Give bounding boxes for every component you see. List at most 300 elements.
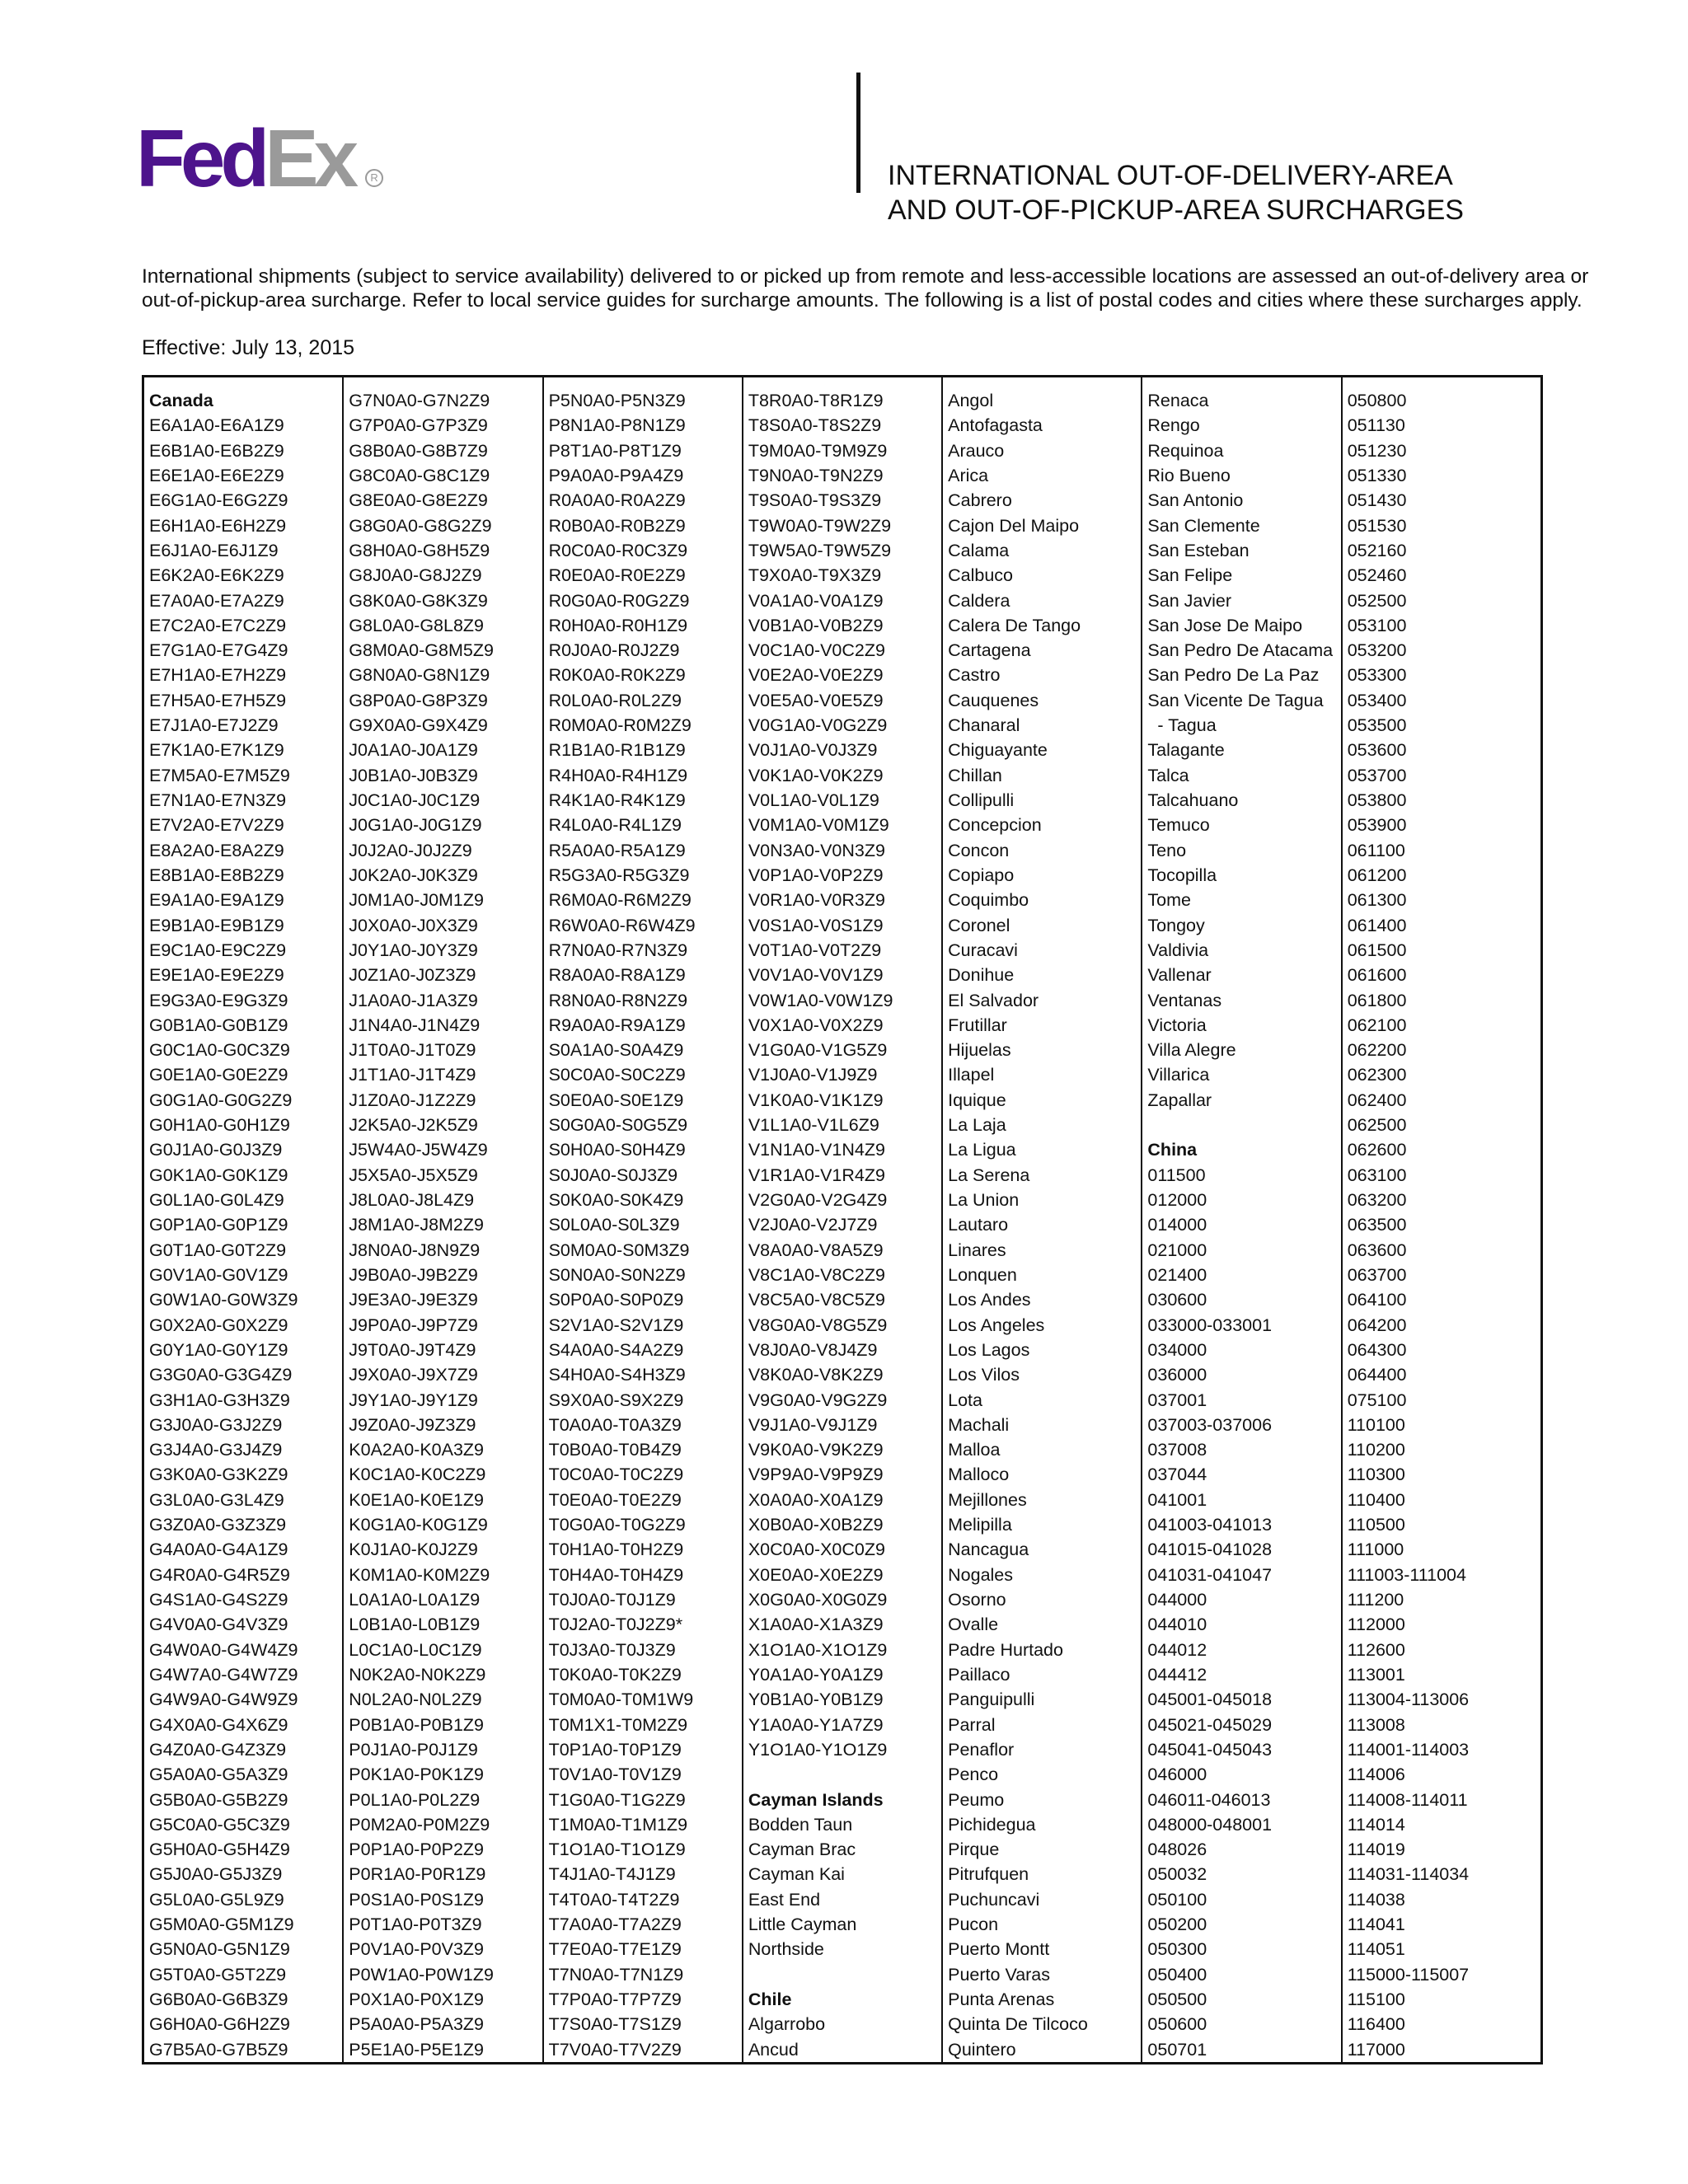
table-cell: 036000: [1147, 1365, 1207, 1385]
table-cell: San Clemente: [1147, 515, 1260, 536]
table-cell: G8E0A0-G8E2Z9: [349, 490, 488, 511]
table-cell: R5A0A0-R5A1Z9: [548, 840, 686, 860]
table-cell: V9P9A0-V9P9Z9: [748, 1465, 884, 1485]
table-cell: 111000: [1347, 1540, 1404, 1560]
table-cell: E8B1A0-E8B2Z9: [149, 865, 284, 885]
table-cell: S0L0A0-S0L3Z9: [548, 1215, 680, 1235]
table-cell: V1R1A0-V1R4Z9: [748, 1165, 885, 1185]
table-cell: Algarrobo: [748, 2014, 826, 2035]
table-cell: T7N0A0-T7N1Z9: [548, 1964, 684, 1985]
table-cell: G0Y1A0-G0Y1Z9: [149, 1339, 288, 1360]
table-cell: T0E0A0-T0E2Z9: [548, 1489, 682, 1510]
table-cell: 114019: [1347, 1840, 1405, 1860]
table-cell: 044000: [1147, 1590, 1207, 1610]
table-cell: K0J1A0-K0J2Z9: [349, 1540, 478, 1560]
table-cell: R0H0A0-R0H1Z9: [548, 615, 688, 635]
table-cell: V0E5A0-V0E5Z9: [748, 690, 884, 710]
table-cell: 061100: [1347, 840, 1405, 860]
table-cell: R6M0A0-R6M2Z9: [548, 890, 692, 911]
table-cell: Malloa: [948, 1440, 1001, 1460]
table-cell: Ovalle: [948, 1615, 999, 1635]
table-cell: P0R1A0-P0R1Z9: [349, 1864, 486, 1885]
table-cell: K0E1A0-K0E1Z9: [349, 1489, 485, 1510]
table-cell: Penco: [948, 1765, 999, 1785]
table-cell: Los Andes: [948, 1290, 1031, 1310]
table-cell: 114008-114011: [1347, 1789, 1468, 1810]
table-cell: Cayman Kai: [748, 1864, 845, 1885]
table-cell: 113001: [1347, 1664, 1405, 1685]
table-cell: 051230: [1347, 440, 1407, 461]
table-cell: 113004-113006: [1347, 1690, 1470, 1710]
table-column-3: [542, 377, 742, 2062]
table-cell: R4L0A0-R4L1Z9: [548, 815, 682, 836]
table-cell: J8L0A0-J8L4Z9: [349, 1190, 475, 1210]
table-cell: V0T1A0-V0T2Z9: [748, 940, 882, 960]
table-cell: T1O1A0-T1O1Z9: [548, 1840, 686, 1860]
table-cell: Chiguayante: [948, 740, 1048, 761]
table-cell: 052460: [1347, 565, 1407, 586]
table-cell: P9A0A0-P9A4Z9: [548, 465, 684, 485]
table-cell: G8M0A0-G8M5Z9: [349, 640, 494, 661]
table-cell: 111200: [1347, 1590, 1404, 1610]
table-cell: Collipulli: [948, 790, 1015, 810]
table-cell: S0P0A0-S0P0Z9: [548, 1290, 684, 1310]
table-cell: Arauco: [948, 440, 1005, 461]
table-cell: R7N0A0-R7N3Z9: [548, 940, 688, 960]
table-cell: San Jose De Maipo: [1147, 615, 1303, 635]
table-cell: G6H0A0-G6H2Z9: [149, 2014, 290, 2035]
table-cell: V0N3A0-V0N3Z9: [748, 840, 885, 860]
table-cell: San Pedro De Atacama: [1147, 640, 1334, 661]
registered-mark-icon: R: [365, 169, 383, 187]
table-cell: G5L0A0-G5L9Z9: [149, 1889, 284, 1910]
table-cell: X0E0A0-X0E2Z9: [748, 1564, 884, 1585]
table-cell: T7E0A0-T7E1Z9: [548, 1939, 682, 1960]
table-cell: V0A1A0-V0A1Z9: [748, 590, 884, 611]
table-cell: P0K1A0-P0K1Z9: [349, 1765, 485, 1785]
table-cell: Los Angeles: [948, 1315, 1045, 1335]
table-cell: G8H0A0-G8H5Z9: [349, 540, 490, 560]
table-cell: X0G0A0-X0G0Z9: [748, 1590, 888, 1610]
table-cell: San Esteban: [1147, 540, 1250, 560]
table-cell: L0A1A0-L0A1Z9: [349, 1590, 481, 1610]
table-cell: T7A0A0-T7A2Z9: [548, 1915, 682, 1935]
table-cell: P0S1A0-P0S1Z9: [349, 1889, 485, 1910]
table-cell: X0B0A0-X0B2Z9: [748, 1515, 884, 1535]
table-cell: J5X5A0-J5X5Z9: [349, 1165, 478, 1185]
table-cell: [743, 1962, 941, 1987]
table-cell: V0C1A0-V0C2Z9: [748, 640, 885, 661]
table-cell: G8G0A0-G8G2Z9: [349, 515, 492, 536]
table-cell: J0K2A0-J0K3Z9: [349, 865, 478, 885]
table-cell: 037001: [1147, 1390, 1207, 1410]
table-cell: R8A0A0-R8A1Z9: [548, 965, 686, 986]
table-cell: J0Y1A0-J0Y3Z9: [349, 940, 478, 960]
table-cell: T9W0A0-T9W2Z9: [748, 515, 892, 536]
table-cell: Tocopilla: [1147, 865, 1217, 885]
table-cell: 063100: [1347, 1165, 1407, 1185]
table-cell: Tongoy: [1147, 915, 1205, 935]
fedex-logo: FedEx R: [136, 118, 372, 199]
table-cell: G0V1A0-G0V1Z9: [149, 1264, 288, 1285]
table-cell: E9E1A0-E9E2Z9: [149, 965, 284, 986]
table-cell: P0T1A0-P0T3Z9: [349, 1915, 482, 1935]
table-cell: 063700: [1347, 1264, 1407, 1285]
table-cell: 021000: [1147, 1240, 1207, 1260]
table-cell: Curacavi: [948, 940, 1018, 960]
table-cell: T0P1A0-T0P1Z9: [548, 1739, 682, 1760]
table-cell: Machali: [948, 1414, 1010, 1435]
table-cell: G5A0A0-G5A3Z9: [149, 1765, 288, 1785]
table-cell: 112000: [1347, 1615, 1405, 1635]
table-cell: J1T0A0-J1T0Z9: [349, 1040, 476, 1061]
table-cell: Renaca: [1147, 391, 1209, 410]
table-cell: 014000: [1147, 1215, 1207, 1235]
table-cell: T7S0A0-T7S1Z9: [548, 2014, 682, 2035]
table-cell: G0B1A0-G0B1Z9: [149, 1015, 288, 1035]
table-cell: T0H1A0-T0H2Z9: [548, 1540, 684, 1560]
table-cell: V0G1A0-V0G2Z9: [748, 715, 888, 736]
table-cell: 115100: [1347, 1990, 1405, 2009]
table-cell: G4A0A0-G4A1Z9: [149, 1540, 288, 1560]
table-cell: 044010: [1147, 1615, 1207, 1635]
table-cell: 033000-033001: [1147, 1315, 1273, 1335]
table-cell: G4R0A0-G4R5Z9: [149, 1564, 290, 1585]
table-cell: G3J0A0-G3J2Z9: [149, 1414, 283, 1435]
table-cell: L0B1A0-L0B1Z9: [349, 1615, 481, 1635]
table-cell: G5T0A0-G5T2Z9: [149, 1964, 287, 1985]
table-cell: T7V0A0-T7V2Z9: [548, 2039, 682, 2060]
table-cell: J1Z0A0-J1Z2Z9: [349, 1090, 476, 1110]
table-cell: V9G0A0-V9G2Z9: [748, 1390, 888, 1410]
table-cell: G8L0A0-G8L8Z9: [349, 615, 485, 635]
table-cell: 021400: [1147, 1264, 1207, 1285]
table-cell: 061600: [1347, 965, 1407, 986]
table-cell: J9T0A0-J9T4Z9: [349, 1339, 476, 1360]
table-cell: Padre Hurtado: [948, 1639, 1063, 1660]
table-cell: Coquimbo: [948, 890, 1029, 911]
title-line-1: INTERNATIONAL OUT-OF-DELIVERY-AREA: [888, 160, 1453, 191]
table-cell: 051530: [1347, 515, 1407, 536]
table-cell: G3G0A0-G3G4Z9: [149, 1365, 293, 1385]
table-cell: Punta Arenas: [948, 1990, 1055, 2009]
table-cell: V0W1A0-V0W1Z9: [748, 990, 893, 1010]
table-cell: P0J1A0-P0J1Z9: [349, 1739, 478, 1760]
table-cell: Cabrero: [948, 490, 1012, 511]
table-cell: 114031-114034: [1347, 1864, 1470, 1885]
table-cell: R0C0A0-R0C3Z9: [548, 540, 688, 560]
table-cell: J9Z0A0-J9Z3Z9: [349, 1414, 476, 1435]
table-cell: Los Lagos: [948, 1339, 1030, 1360]
table-cell: 062500: [1347, 1115, 1407, 1136]
table-cell: X1A0A0-X1A3Z9: [748, 1615, 884, 1635]
table-cell: Vallenar: [1147, 965, 1212, 986]
table-cell: Ventanas: [1147, 990, 1222, 1010]
table-cell: V8K0A0-V8K2Z9: [748, 1365, 884, 1385]
table-cell: G5B0A0-G5B2Z9: [149, 1789, 288, 1810]
table-cell: V1K0A0-V1K1Z9: [748, 1090, 884, 1110]
table-cell: Teno: [1147, 840, 1187, 860]
table-cell: E6E1A0-E6E2Z9: [149, 465, 284, 485]
table-cell: 114001-114003: [1347, 1739, 1470, 1760]
header-divider: [856, 73, 860, 193]
table-cell: V1L1A0-V1L6Z9: [748, 1115, 879, 1136]
table-cell: V2J0A0-V2J7Z9: [748, 1215, 878, 1235]
table-cell: Villa Alegre: [1147, 1040, 1236, 1061]
table-cell: J9E3A0-J9E3Z9: [349, 1290, 478, 1310]
table-column-5: [941, 377, 1141, 2062]
table-cell: 064200: [1347, 1315, 1407, 1335]
table-cell: 110400: [1347, 1489, 1405, 1510]
table-cell: Puerto Varas: [948, 1964, 1051, 1985]
table-cell: V1N1A0-V1N4Z9: [748, 1140, 885, 1160]
table-cell: G8K0A0-G8K3Z9: [349, 590, 488, 611]
table-cell: Cayman Brac: [748, 1840, 856, 1860]
table-cell: S0C0A0-S0C2Z9: [548, 1065, 686, 1085]
table-cell: Requinoa: [1147, 440, 1224, 461]
table-cell: G5C0A0-G5C3Z9: [149, 1814, 290, 1835]
table-cell: P0M2A0-P0M2Z9: [349, 1814, 490, 1835]
table-cell: G0W1A0-G0W3Z9: [149, 1290, 298, 1310]
effective-date: Effective: July 13, 2015: [142, 336, 355, 359]
table-cell: E7K1A0-E7K1Z9: [149, 740, 284, 761]
table-cell: J0C1A0-J0C1Z9: [349, 790, 481, 810]
table-cell: P8N1A0-P8N1Z9: [548, 415, 686, 436]
table-cell: S0G0A0-S0G5Z9: [548, 1115, 688, 1136]
table-cell: S0J0A0-S0J3Z9: [548, 1165, 678, 1185]
table-cell: Chanaral: [948, 715, 1020, 736]
table-cell: T0J3A0-T0J3Z9: [548, 1639, 676, 1660]
table-cell: P0X1A0-P0X1Z9: [349, 1990, 485, 2009]
table-cell: Linares: [948, 1240, 1006, 1260]
table-cell: La Ligua: [948, 1140, 1016, 1160]
table-cell: La Union: [948, 1190, 1020, 1210]
table-cell: R0J0A0-R0J2Z9: [548, 640, 680, 661]
table-cell: G8C0A0-G8C1Z9: [349, 465, 490, 485]
table-cell: P0B1A0-P0B1Z9: [349, 1714, 485, 1735]
table-cell: G0K1A0-G0K1Z9: [149, 1165, 288, 1185]
table-cell: G7P0A0-G7P3Z9: [349, 415, 488, 436]
table-cell: Concepcion: [948, 815, 1042, 836]
table-cell: 110100: [1347, 1414, 1405, 1435]
table-cell: V8G0A0-V8G5Z9: [748, 1315, 888, 1335]
table-cell: P5E1A0-P5E1Z9: [349, 2039, 485, 2060]
table-cell: E7M5A0-E7M5Z9: [149, 765, 290, 785]
table-cell: Malloco: [948, 1465, 1010, 1485]
table-cell: G9X0A0-G9X4Z9: [349, 715, 488, 736]
table-cell: 050200: [1147, 1915, 1207, 1935]
table-cell: S0H0A0-S0H4Z9: [548, 1140, 686, 1160]
table-cell: G4X0A0-G4X6Z9: [149, 1714, 288, 1735]
table-cell: E9C1A0-E9C2Z9: [149, 940, 287, 960]
table-cell: R0A0A0-R0A2Z9: [548, 490, 686, 511]
table-cell: 062300: [1347, 1065, 1407, 1085]
table-cell: E6A1A0-E6A1Z9: [149, 415, 284, 436]
table-cell: T0C0A0-T0C2Z9: [548, 1465, 684, 1485]
table-cell: E7H1A0-E7H2Z9: [149, 665, 287, 686]
table-cell: Calera De Tango: [948, 615, 1081, 635]
table-column-4: [742, 377, 941, 2062]
table-cell: - Tagua: [1147, 715, 1217, 736]
table-cell: K0A2A0-K0A3Z9: [349, 1440, 485, 1460]
table-cell: J0G1A0-J0G1Z9: [349, 815, 482, 836]
table-cell: T4T0A0-T4T2Z9: [548, 1889, 680, 1910]
table-cell: Cajon Del Maipo: [948, 515, 1080, 536]
table-cell: Coronel: [948, 915, 1010, 935]
table-cell: Frutillar: [948, 1015, 1007, 1035]
table-cell: V0X1A0-V0X2Z9: [748, 1015, 884, 1035]
table-cell: 053200: [1347, 640, 1407, 661]
table-cell: S0E0A0-S0E1Z9: [548, 1090, 684, 1110]
table-cell: Y1A0A0-Y1A7Z9: [748, 1714, 884, 1735]
table-cell: 012000: [1147, 1190, 1207, 1210]
table-cell: P8T1A0-P8T1Z9: [548, 440, 682, 461]
table-cell: V8J0A0-V8J4Z9: [748, 1339, 878, 1360]
intro-paragraph: [142, 265, 1589, 312]
table-cell: T0M0A0-T0M1W9: [548, 1690, 694, 1710]
table-cell: S4A0A0-S4A2Z9: [548, 1339, 684, 1360]
table-cell: G4Z0A0-G4Z3Z9: [149, 1739, 287, 1760]
table-cell: [1142, 1113, 1340, 1137]
table-cell: J5W4A0-J5W4Z9: [349, 1140, 488, 1160]
table-cell: 061200: [1347, 865, 1407, 885]
table-cell: G5N0A0-G5N1Z9: [149, 1939, 290, 1960]
table-column-7: [1341, 377, 1540, 2062]
table-cell: P0L1A0-P0L2Z9: [349, 1789, 481, 1810]
table-cell: E6H1A0-E6H2Z9: [149, 515, 287, 536]
table-cell: G5M0A0-G5M1Z9: [149, 1915, 294, 1935]
table-cell: G0X2A0-G0X2Z9: [149, 1315, 288, 1335]
table-cell: 053600: [1347, 740, 1407, 761]
table-cell: La Laja: [948, 1115, 1006, 1136]
table-cell: X0C0A0-X0C0Z9: [748, 1540, 885, 1560]
table-cell: Antofagasta: [948, 415, 1043, 436]
table-cell: V0L1A0-V0L1Z9: [748, 790, 879, 810]
table-cell: 041001: [1147, 1489, 1207, 1510]
table-cell: Copiapo: [948, 865, 1015, 885]
table-cell: V0J1A0-V0J3Z9: [748, 740, 878, 761]
table-cell: G0T1A0-G0T2Z9: [149, 1240, 287, 1260]
table-cell: Parral: [948, 1714, 996, 1735]
country-heading: Cayman Islands: [748, 1789, 884, 1810]
table-cell: Arica: [948, 465, 989, 485]
table-cell: Lonquen: [948, 1264, 1017, 1285]
table-cell: 050032: [1147, 1864, 1207, 1885]
table-cell: J0J2A0-J0J2Z9: [349, 840, 472, 860]
table-cell: 114038: [1347, 1889, 1405, 1910]
table-cell: Quinta De Tilcoco: [948, 2014, 1088, 2035]
table-cell: 053400: [1347, 690, 1407, 710]
table-cell: R0K0A0-R0K2Z9: [548, 665, 686, 686]
table-cell: G5J0A0-G5J3Z9: [149, 1864, 283, 1885]
table-cell: V8A0A0-V8A5Z9: [748, 1240, 884, 1260]
table-cell: V8C5A0-V8C5Z9: [748, 1290, 885, 1310]
table-cell: G0G1A0-G0G2Z9: [149, 1090, 293, 1110]
table-cell: Hijuelas: [948, 1040, 1011, 1061]
table-cell: T0J2A0-T0J2Z9*: [548, 1615, 683, 1635]
table-cell: J1T1A0-J1T4Z9: [349, 1065, 476, 1085]
table-cell: San Antonio: [1147, 490, 1244, 511]
table-cell: J9B0A0-J9B2Z9: [349, 1264, 478, 1285]
title-line-2: AND OUT-OF-PICKUP-AREA SURCHARGES: [888, 194, 1464, 226]
table-cell: V0S1A0-V0S1Z9: [748, 915, 884, 935]
table-cell: 045041-045043: [1147, 1739, 1273, 1760]
table-cell: E6J1A0-E6J1Z9: [149, 540, 279, 560]
table-column-6: [1141, 377, 1340, 2062]
table-cell: G0P1A0-G0P1Z9: [149, 1215, 288, 1235]
table-cell: Lautaro: [948, 1215, 1009, 1235]
table-cell: V0M1A0-V0M1Z9: [748, 815, 889, 836]
table-cell: 064100: [1347, 1290, 1407, 1310]
table-cell: G6B0A0-G6B3Z9: [149, 1990, 288, 2009]
table-cell: Tome: [1147, 890, 1191, 911]
table-cell: G0E1A0-G0E2Z9: [149, 1065, 288, 1085]
table-cell: Illapel: [948, 1065, 995, 1085]
table-cell: V1J0A0-V1J9Z9: [748, 1065, 878, 1085]
table-cell: G4W9A0-G4W9Z9: [149, 1690, 298, 1710]
table-cell: Donihue: [948, 965, 1015, 986]
table-cell: S0A1A0-S0A4Z9: [548, 1040, 684, 1061]
table-cell: 050701: [1147, 2039, 1207, 2060]
table-cell: Iquique: [948, 1090, 1006, 1110]
table-cell: V0P1A0-V0P2Z9: [748, 865, 884, 885]
table-cell: Talcahuano: [1147, 790, 1239, 810]
table-cell: J8M1A0-J8M2Z9: [349, 1215, 484, 1235]
table-cell: 075100: [1347, 1390, 1407, 1410]
table-cell: G8J0A0-G8J2Z9: [349, 565, 482, 586]
table-cell: 041015-041028: [1147, 1540, 1273, 1560]
table-cell: S9X0A0-S9X2Z9: [548, 1390, 684, 1410]
table-cell: Cartagena: [948, 640, 1031, 661]
table-cell: T7P0A0-T7P7Z9: [548, 1990, 682, 2009]
table-cell: 034000: [1147, 1339, 1207, 1360]
table-cell: 011500: [1147, 1165, 1206, 1185]
table-cell: S0K0A0-S0K4Z9: [548, 1190, 684, 1210]
table-cell: V0B1A0-V0B2Z9: [748, 615, 884, 635]
table-cell: 061800: [1347, 990, 1407, 1010]
table-cell: P0P1A0-P0P2Z9: [349, 1840, 485, 1860]
table-cell: 053300: [1347, 665, 1407, 686]
table-cell: G4W0A0-G4W4Z9: [149, 1639, 298, 1660]
table-cell: V0K1A0-V0K2Z9: [748, 765, 884, 785]
table-cell: Pirque: [948, 1840, 1000, 1860]
table-cell: 050400: [1147, 1964, 1207, 1985]
table-cell: V9J1A0-V9J1Z9: [748, 1414, 878, 1435]
table-cell: Calbuco: [948, 565, 1014, 586]
table-cell: P0W1A0-P0W1Z9: [349, 1964, 494, 1985]
table-cell: 051430: [1347, 490, 1407, 511]
table-cell: V0V1A0-V0V1Z9: [748, 965, 884, 986]
table-cell: Rengo: [1147, 415, 1200, 436]
table-cell: K0M1A0-K0M2Z9: [349, 1564, 490, 1585]
table-cell: T1M0A0-T1M1Z9: [548, 1814, 688, 1835]
table-cell: R5G3A0-R5G3Z9: [548, 865, 690, 885]
table-cell: 116400: [1347, 2014, 1405, 2035]
table-cell: R4H0A0-R4H1Z9: [548, 765, 688, 785]
table-cell: R8N0A0-R8N2Z9: [548, 990, 688, 1010]
table-cell: Penaflor: [948, 1739, 1015, 1760]
table-cell: R4K1A0-R4K1Z9: [548, 790, 686, 810]
table-cell: T9M0A0-T9M9Z9: [748, 440, 888, 461]
table-cell: T8R0A0-T8R1Z9: [748, 391, 884, 410]
table-cell: T0K0A0-T0K2Z9: [548, 1664, 682, 1685]
table-cell: 114041: [1347, 1915, 1405, 1935]
table-cell: Villarica: [1147, 1065, 1210, 1085]
table-cell: T0V1A0-T0V1Z9: [548, 1765, 682, 1785]
intro-line-2: out-of-pickup-area surcharge. Refer to local service guides for surcharge amounts. The following is a list of postal codes and cities where these surcharges apply.: [142, 289, 1582, 312]
table-cell: G4W7A0-G4W7Z9: [149, 1664, 298, 1685]
table-cell: 045001-045018: [1147, 1690, 1273, 1710]
